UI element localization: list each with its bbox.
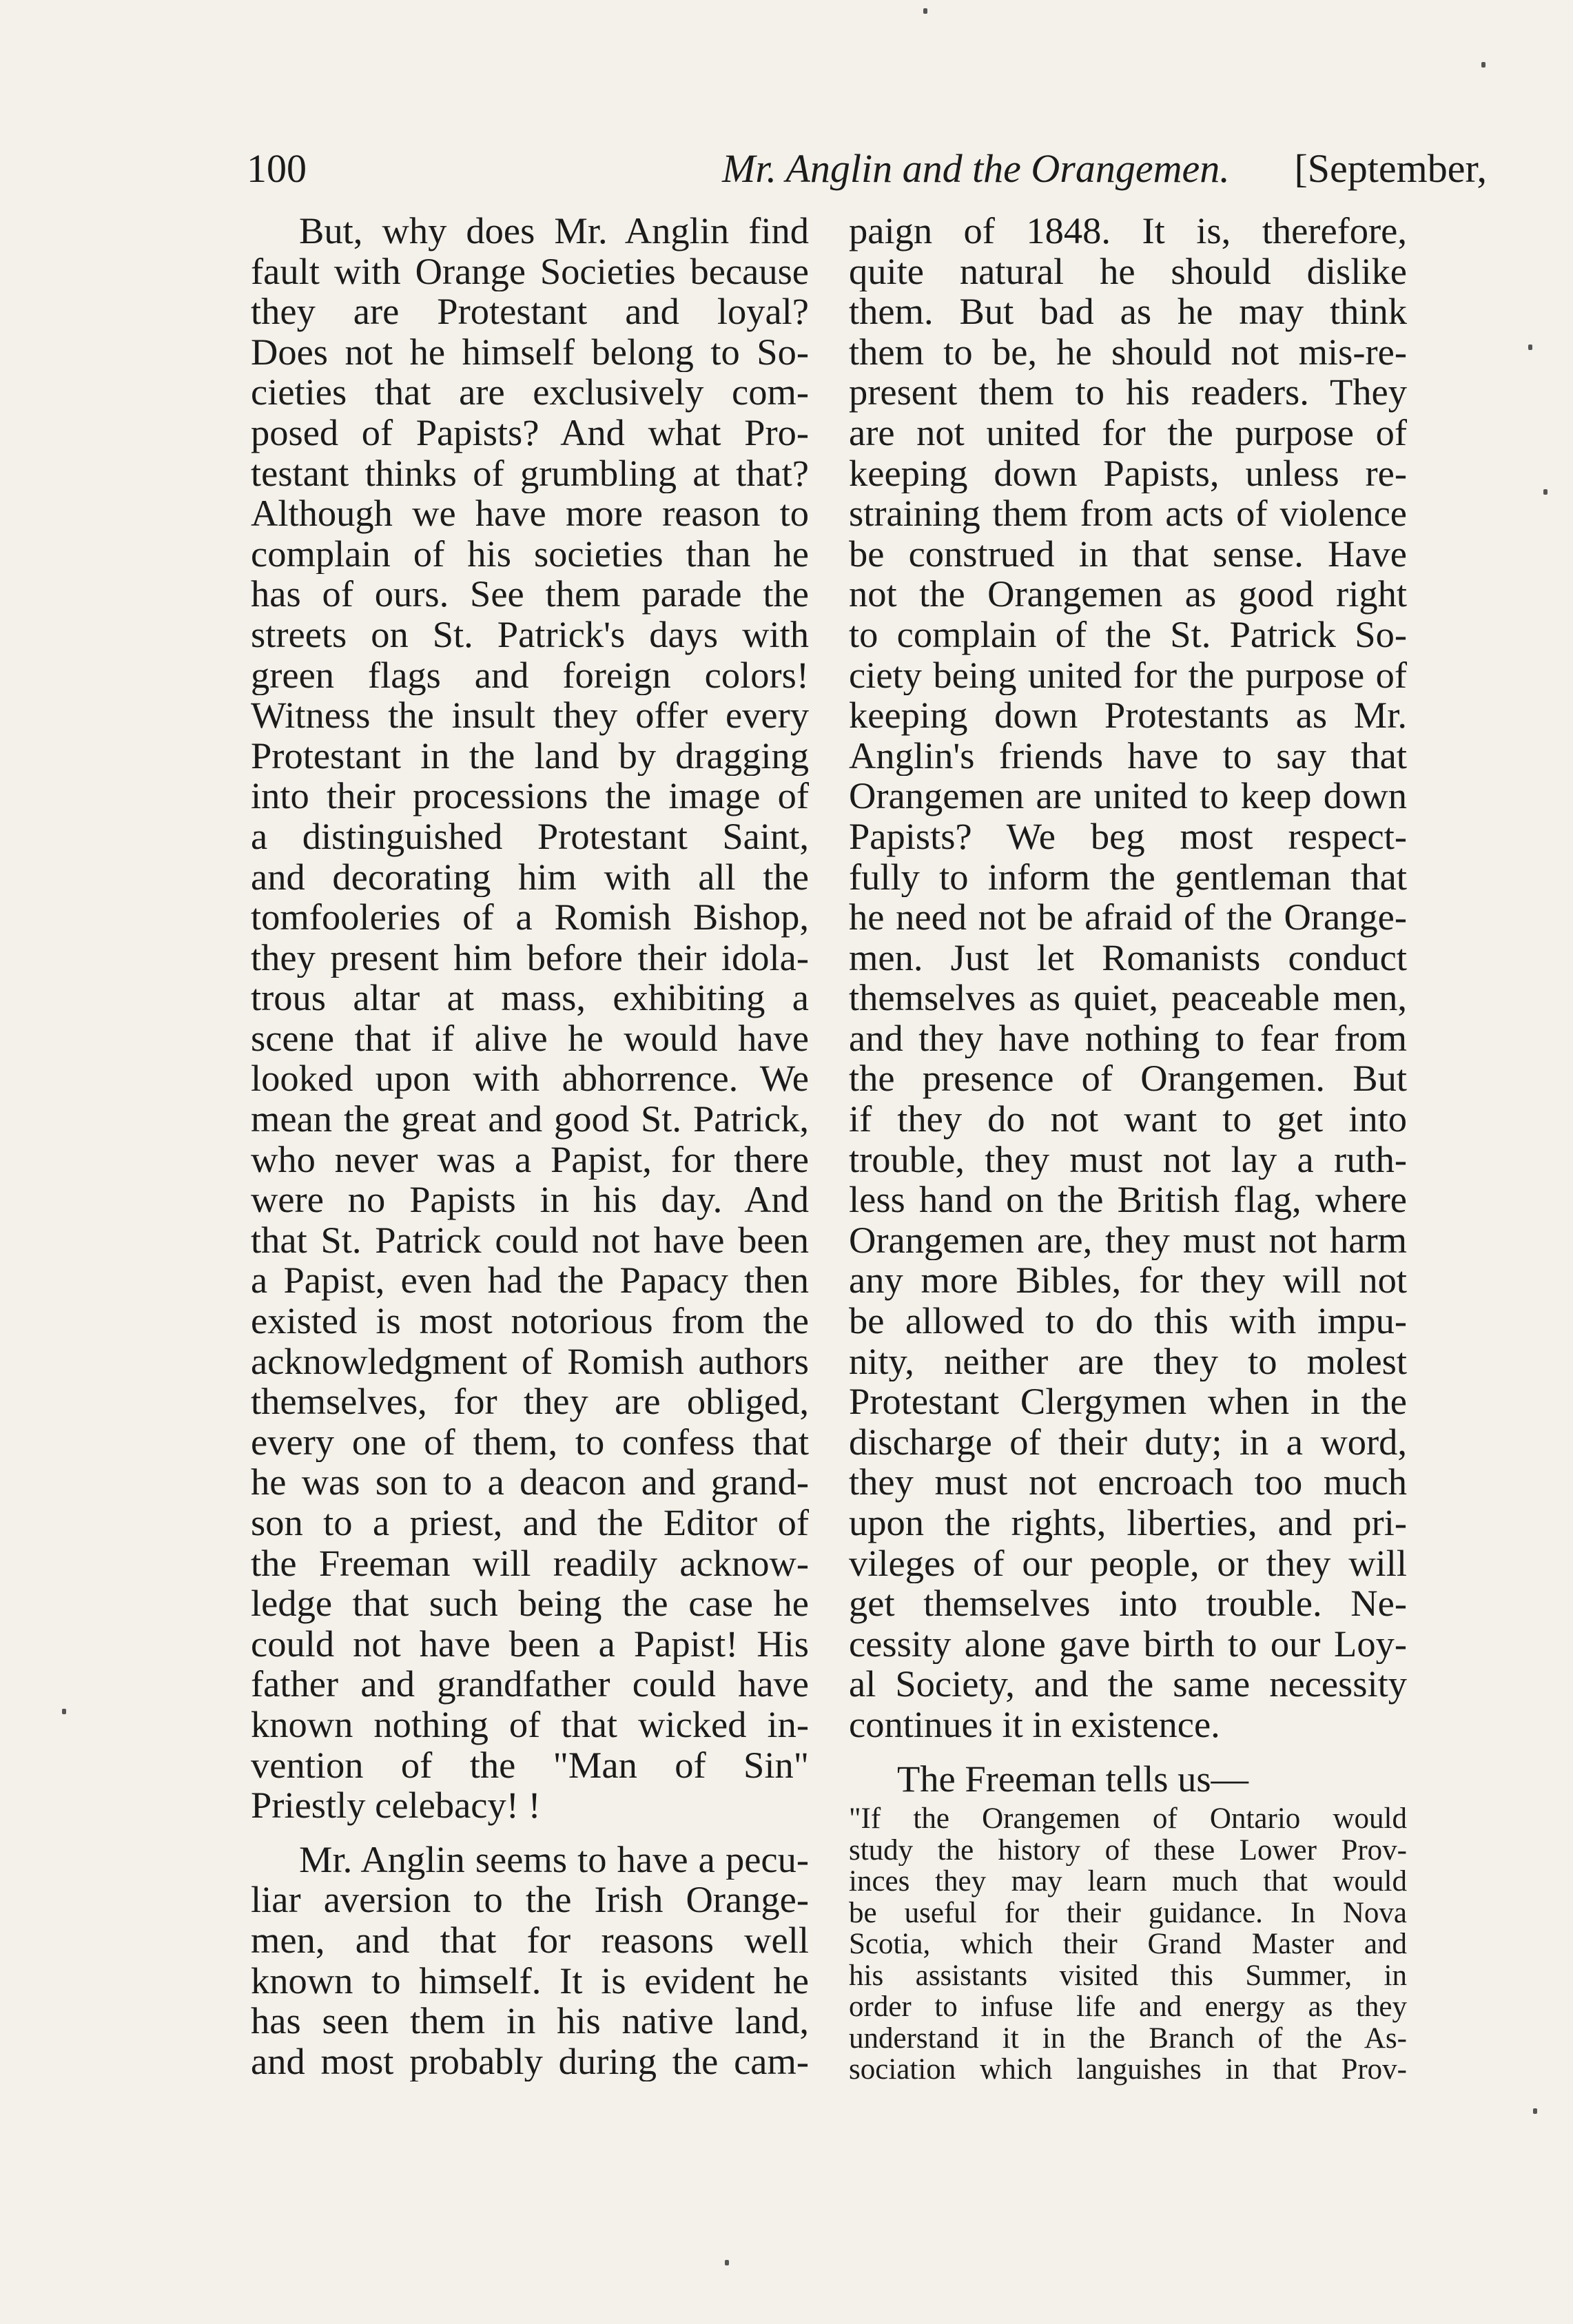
text-line: green flags and foreign colors! — [251, 655, 809, 696]
text-line: be construed in that sense. Have — [849, 533, 1407, 575]
text-line: complain of his societies than he — [251, 533, 809, 575]
text-line: discharge of their duty; in a word, — [849, 1421, 1407, 1463]
text-line: ledge that such being the case he — [251, 1583, 809, 1624]
text-line: trous altar at mass, exhibiting a — [251, 978, 809, 1018]
text-line: existed is most notorious from the — [251, 1301, 809, 1341]
quote-line: be useful for their guidance. In Nova — [849, 1897, 1407, 1929]
text-line: paign of 1848. It is, therefore, — [849, 211, 1407, 251]
scan-speck — [1528, 345, 1532, 350]
scan-speck — [725, 2260, 729, 2265]
text-line: Papists? We beg most respect- — [849, 816, 1407, 857]
text-line: Orangemen are united to keep down — [849, 776, 1407, 816]
text-line: themselves as quiet, peaceable men, — [849, 978, 1407, 1018]
text-line: ciety being united for the purpose of — [849, 655, 1407, 696]
text-line: quite natural he should dislike — [849, 251, 1407, 292]
text-line: Mr. Anglin seems to have a pecu- — [299, 1839, 809, 1880]
text-line: are not united for the purpose of — [849, 412, 1407, 453]
text-line: men. Just let Romanists conduct — [849, 937, 1407, 978]
text-line: into their processions the image of — [251, 776, 809, 816]
text-line: scene that if alive he would have — [251, 1018, 809, 1059]
text-line: keeping down Protestants as Mr. — [849, 695, 1407, 736]
text-line: not the Orangemen as good right — [849, 574, 1407, 615]
text-line: known to himself. It is evident he — [251, 1960, 809, 2002]
scan-speck — [1533, 2108, 1537, 2114]
scan-speck — [923, 8, 927, 14]
text-line: straining them from acts of violence — [849, 493, 1407, 534]
quote-line: his assistants visited this Summer, in — [849, 1960, 1407, 1992]
text-line: liar aversion to the Irish Orange- — [251, 1880, 809, 1920]
text-line: they are Protestant and loyal? — [251, 291, 809, 332]
freeman-intro-line: The Freeman tells us— — [897, 1758, 1249, 1800]
text-line: who never was a Papist, for there — [251, 1139, 809, 1180]
text-line: upon the rights, liberties, and pri- — [849, 1503, 1407, 1543]
text-line: continues it in existence. — [849, 1704, 1220, 1745]
freeman-quotation — [849, 1803, 1407, 2086]
text-line: any more Bibles, for they will not — [849, 1260, 1407, 1302]
page-number: 100 — [247, 146, 307, 191]
text-line: to complain of the St. Patrick So- — [849, 614, 1407, 655]
text-line: known nothing of that wicked in- — [251, 1704, 809, 1745]
text-line: tomfooleries of a Romish Bishop, — [251, 897, 809, 938]
text-line: Does not he himself belong to So- — [251, 331, 809, 373]
text-line: Anglin's friends have to say that — [849, 735, 1407, 777]
text-line: nity, neither are they to molest — [849, 1341, 1407, 1382]
text-line: testant thinks of grumbling at that? — [251, 453, 809, 494]
quote-line: Scotia, which their Grand Master and — [849, 1929, 1407, 1960]
text-line: the presence of Orangemen. But — [849, 1058, 1407, 1100]
text-line: son to a priest, and the Editor of — [251, 1503, 809, 1543]
text-line: could not have been a Papist! His — [251, 1623, 809, 1665]
running-header — [247, 138, 1487, 200]
scan-speck — [1543, 489, 1548, 495]
text-line: every one of them, to confess that — [251, 1421, 809, 1463]
quote-line: order to infuse life and energy as they — [849, 1991, 1407, 2023]
text-line: trouble, they must not lay a ruth- — [849, 1139, 1407, 1180]
text-line: and decorating him with all the — [251, 856, 809, 898]
text-line: he was son to a deacon and grand- — [251, 1462, 809, 1503]
text-line: men, and that for reasons well — [251, 1920, 809, 1961]
text-line: looked upon with abhorrence. We — [251, 1058, 809, 1100]
text-line: But, why does Mr. Anglin find — [299, 211, 809, 251]
right-paragraph-1 — [849, 211, 1407, 1745]
left-paragraph-2 — [251, 1840, 809, 2082]
left-column — [251, 211, 809, 2081]
text-line: Although we have more reason to — [251, 493, 809, 534]
text-line: fully to inform the gentleman that — [849, 856, 1407, 898]
text-line: Protestant in the land by dragging — [251, 735, 809, 777]
right-column — [849, 211, 1407, 2086]
text-line: Orangemen are, they must not harm — [849, 1220, 1407, 1261]
text-line: them. But bad as he may think — [849, 291, 1407, 332]
text-line: they must not encroach too much — [849, 1462, 1407, 1503]
left-paragraph-1 — [251, 211, 809, 1826]
text-line: acknowledgment of Romish authors — [251, 1341, 809, 1382]
text-line: has of ours. See them parade the — [251, 574, 809, 615]
text-line: has seen them in his native land, — [251, 2001, 809, 2042]
text-line: the Freeman will readily acknow- — [251, 1543, 809, 1584]
text-line: present them to his readers. They — [849, 372, 1407, 413]
text-line: and they have nothing to fear from — [849, 1018, 1407, 1059]
quote-line: inces they may learn much that would — [849, 1866, 1407, 1898]
quote-line: study the history of these Lower Prov- — [849, 1834, 1407, 1867]
text-line: father and grandfather could have — [251, 1664, 809, 1705]
quote-line: understand it in the Branch of the As- — [849, 2022, 1407, 2055]
scan-speck — [62, 1709, 66, 1714]
text-line: cieties that are exclusively com- — [251, 372, 809, 413]
text-line: be allowed to do this with impu- — [849, 1301, 1407, 1341]
text-line: they present him before their idola- — [251, 937, 809, 978]
text-line: themselves, for they are obliged, — [251, 1381, 809, 1422]
text-line: if they do not want to get into — [849, 1099, 1407, 1140]
text-line: Protestant Clergymen when in the — [849, 1381, 1407, 1422]
text-line: posed of Papists? And what Pro- — [251, 412, 809, 453]
text-line: he need not be afraid of the Orange- — [849, 897, 1407, 938]
text-line: streets on St. Patrick's days with — [251, 614, 809, 655]
text-line: get themselves into trouble. Ne- — [849, 1583, 1407, 1624]
quote-line: "If the Orangemen of Ontario would — [849, 1803, 1407, 1835]
text-line: Priestly celebacy! ! — [251, 1785, 541, 1826]
text-line: them to be, he should not mis-re- — [849, 331, 1407, 373]
scan-speck — [1481, 62, 1485, 68]
text-line: mean the great and good St. Patrick, — [251, 1099, 809, 1140]
quote-line: sociation which languishes in that Prov- — [849, 2054, 1407, 2086]
text-line: vileges of our people, or they will — [849, 1543, 1407, 1584]
text-line: vention of the "Man of Sin" — [251, 1745, 809, 1786]
section-date: [September, — [1294, 146, 1487, 191]
text-line: less hand on the British flag, where — [849, 1180, 1407, 1220]
text-line: a Papist, even had the Papacy then — [251, 1260, 809, 1302]
text-line: were no Papists in his day. And — [251, 1180, 809, 1220]
text-line: a distinguished Protestant Saint, — [251, 816, 809, 857]
text-line: Witness the insult they offer every — [251, 695, 809, 736]
text-line: and most probably during the cam- — [251, 2041, 809, 2082]
running-title: Mr. Anglin and the Orangemen. — [722, 146, 1230, 191]
text-line: fault with Orange Societies because — [251, 251, 809, 292]
text-line: keeping down Papists, unless re- — [849, 453, 1407, 494]
text-line: that St. Patrick could not have been — [251, 1220, 809, 1261]
text-line: al Society, and the same necessity — [849, 1664, 1407, 1705]
text-line: cessity alone gave birth to our Loy- — [849, 1623, 1407, 1665]
